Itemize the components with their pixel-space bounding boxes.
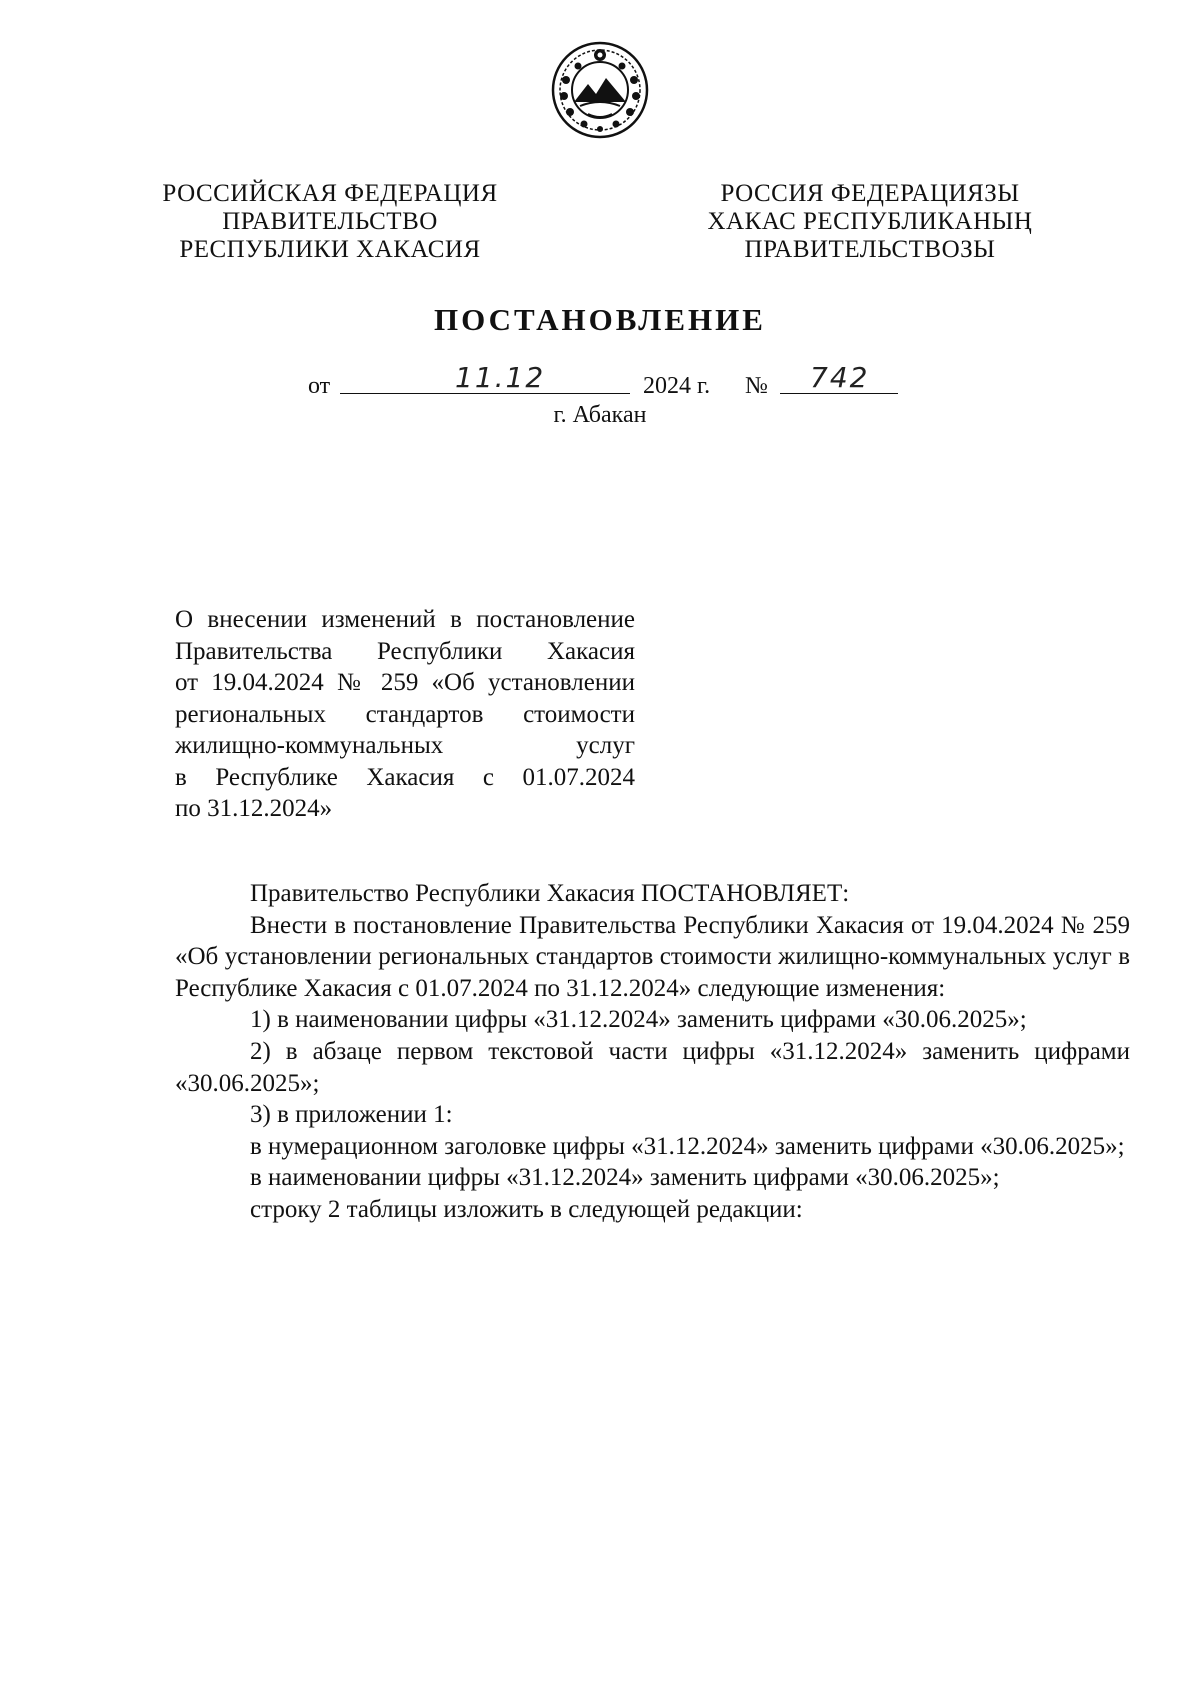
date-underline bbox=[340, 361, 630, 394]
item-3c-paragraph: строку 2 таблицы изложить в следующей редакции: bbox=[250, 1195, 803, 1223]
subject-line-3: от 19.04.2024 № 259 «Об установлении bbox=[175, 669, 635, 696]
subject-line-5: жилищно-коммунальных услуг bbox=[175, 732, 635, 759]
header-right-line-1: РОССИЯ ФЕДЕРАЦИЯЗЫ bbox=[720, 180, 1020, 207]
header-right-block bbox=[690, 180, 1050, 264]
subject-line-2: Правительства Республики Хакасия bbox=[175, 637, 635, 665]
number-handwritten: 742 bbox=[810, 361, 870, 394]
item-1-paragraph: 1) в наименовании цифры «31.12.2024» заменить цифрами «30.06.2025»; bbox=[250, 1006, 1027, 1034]
item-3a-paragraph: в нумерационном заголовке цифры «31.12.2024» заменить цифрами «30.06.2025»; bbox=[250, 1132, 1125, 1160]
subject-line-7: по 31.12.2024» bbox=[175, 795, 333, 822]
subject-line-1: О внесении изменений в постановление bbox=[175, 606, 635, 633]
document-body bbox=[175, 878, 1130, 1226]
header-right-line-3: ПРАВИТЕЛЬСТВОЗЫ bbox=[744, 236, 996, 263]
document-title: ПОСТАНОВЛЕНИЕ bbox=[434, 302, 766, 337]
city-label: г. Абакан bbox=[553, 402, 647, 428]
coat-of-arms-emblem bbox=[550, 40, 650, 140]
header-left-line-2: ПРАВИТЕЛЬСТВО bbox=[222, 208, 438, 235]
intro-paragraph: Внести в постановление Правительства Республики Хакасия от 19.04.2024 № 259 «Об установлении региональных стандартов стоимости жилищно-коммунальных услуг в Республике Хакасия с 01.07.2024 по 31.12.2024» следующие изменения: bbox=[175, 911, 1130, 1002]
decree-paragraph: Правительство Республики Хакасия ПОСТАНОВЛЯЕТ: bbox=[250, 880, 850, 907]
year-label: 2024 г. bbox=[643, 373, 711, 399]
header-left-line-1: РОССИЙСКАЯ ФЕДЕРАЦИЯ bbox=[162, 180, 498, 207]
subject-block bbox=[175, 604, 635, 825]
header-right-line-2: ХАКАС РЕСПУБЛИКАНЫҢ bbox=[707, 208, 1033, 235]
item-2-paragraph: 2) в абзаце первом текстовой части цифры «31.12.2024» заменить цифрами «30.06.2025»; bbox=[175, 1037, 1130, 1097]
date-handwritten: 11.12 bbox=[455, 361, 546, 394]
header-left-block bbox=[160, 180, 500, 264]
number-underline bbox=[780, 361, 898, 394]
header-left-line-3: РЕСПУБЛИКИ ХАКАСИЯ bbox=[179, 236, 481, 263]
item-3b-paragraph: в наименовании цифры «31.12.2024» заменить цифрами «30.06.2025»; bbox=[250, 1164, 1000, 1192]
subject-line-6: в Республике Хакасия с 01.07.2024 bbox=[175, 763, 635, 791]
from-label: от bbox=[308, 373, 331, 399]
subject-line-4: региональных стандартов стоимости bbox=[175, 700, 635, 728]
item-3-paragraph: 3) в приложении 1: bbox=[250, 1101, 453, 1129]
number-label: № bbox=[745, 373, 768, 399]
date-number-row bbox=[0, 361, 1200, 405]
